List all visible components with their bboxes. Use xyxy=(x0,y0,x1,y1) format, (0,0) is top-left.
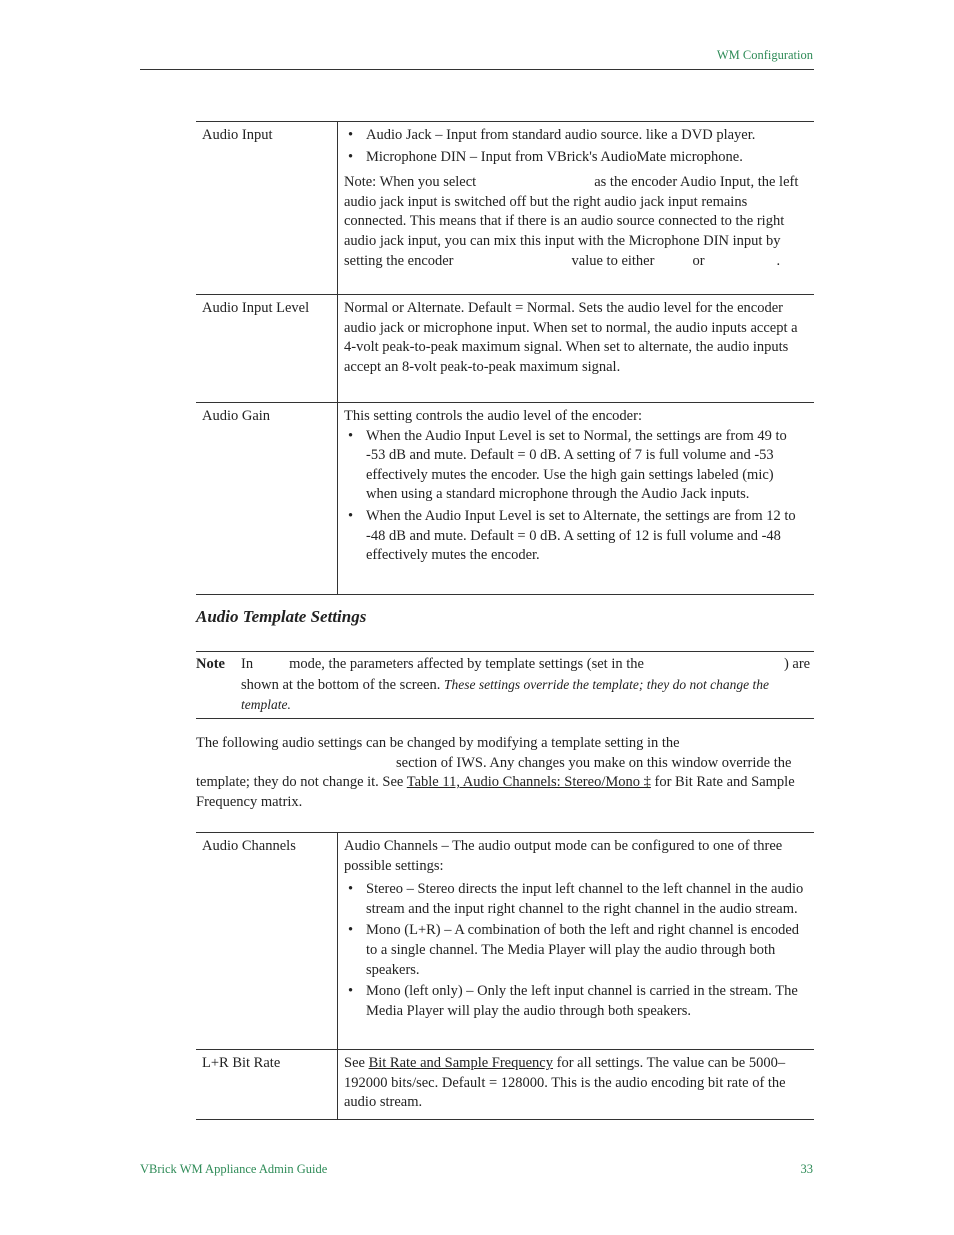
table-row xyxy=(196,122,814,295)
row-label: Audio Input xyxy=(196,122,338,295)
list-item: • Mono (L+R) – A combination of both the left and right channel is encoded to a single channel. The Media Player will play the audio through both speakers. xyxy=(344,921,808,980)
note-label: Note xyxy=(196,656,225,672)
bit-rate-link[interactable]: Bit Rate and Sample Frequency xyxy=(368,1055,553,1071)
audio-input-note: Note: When you select as the encoder Audio Input, the left audio jack input is switched off but the right audio jack input remains connected. This means that if there is an audio source connected to the right audio jack input, you can mix this input with the Microphone DIN input by setting the encoder value to either or . xyxy=(344,174,799,269)
row-description: See Bit Rate and Sample Frequency for all settings. The value can be 5000–192000 bits/sec. Default = 128000. This is the audio encoding bit rate of the audio stream. xyxy=(338,1050,815,1120)
row-description: Audio Channels – The audio output mode can be configured to one of three possible settings: • Stereo – Stereo directs the input left channel to the left channel in the audio stream and the input right channel to the right channel in the audio stream. • Mono (L+R) – A combination of both the left and right channel is encoded to a single channel. The Media Player will play the audio through both speakers. • Mono (left only) – Only the left input channel is carried in the stream. The Media Player will play the audio through both speakers. xyxy=(338,833,815,1050)
table-row xyxy=(196,403,814,595)
list-item: • Mono (left only) – Only the left input channel is carried in the stream. The Media Player will play the audio through both speakers. xyxy=(344,982,808,1021)
row-label: Audio Gain xyxy=(196,403,338,595)
list-item: • Microphone DIN – Input from VBrick's AudioMate microphone. xyxy=(344,148,808,168)
list-item: • Stereo – Stereo directs the input left channel to the left channel in the audio stream and the input right channel to the right channel in the audio stream. xyxy=(344,880,808,919)
section-heading: Audio Template Settings xyxy=(196,607,367,626)
bullet-list xyxy=(344,880,808,1021)
note-callout xyxy=(196,651,814,719)
header-divider xyxy=(140,69,814,70)
row-label: Audio Channels xyxy=(196,833,338,1050)
row-description: This setting controls the audio level of the encoder: • When the Audio Input Level is set to Normal, the settings are from 49 to -53 dB and mute. Default = 0 dB. A setting of 7 is full volume and -53 effectively mutes the encoder. Use the high gain settings labeled (mic) when using a standard microphone through the Audio Jack inputs. • When the Audio Input Level is set to Alternate, the settings are from 12 to -48 dB and mute. Default = 0 dB. A setting of 12 is full volume and -48 effectively mutes the encoder. xyxy=(338,403,815,595)
body-paragraph: The following audio settings can be changed by modifying a template setting in thesection of IWS. Any changes you make on this window override the template; they do not change it. See Table 11, Audio Channels: Stereo/Mono ‡ for Bit Rate and Sample Frequency matrix. xyxy=(196,735,795,810)
page-number: 33 xyxy=(800,1162,813,1176)
audio-template-table xyxy=(196,832,814,1120)
footer-title: VBrick WM Appliance Admin Guide xyxy=(140,1162,328,1176)
table-row xyxy=(196,833,814,1050)
bullet-list xyxy=(344,427,808,566)
row-label: L+R Bit Rate xyxy=(196,1050,338,1120)
list-item: • When the Audio Input Level is set to Normal, the settings are from 49 to -53 dB and mute. Default = 0 dB. A setting of 7 is full volume and -53 effectively mutes the encoder. Use the high gain settings labeled (mic) when using a standard microphone through the Audio Jack inputs. xyxy=(344,427,808,505)
bullet-list xyxy=(344,126,808,167)
list-item: • Audio Jack – Input from standard audio source. like a DVD player. xyxy=(344,126,808,146)
row-label: Audio Input Level xyxy=(196,295,338,403)
audio-input-table xyxy=(196,121,814,595)
row-description: Normal or Alternate. Default = Normal. Sets the audio level for the encoder audio jack or microphone input. When set to normal, the audio inputs accept a 4-volt peak-to-peak maximum signal. When set to alternate, the audio inputs accept an 8-volt peak-to-peak maximum signal. xyxy=(338,295,815,403)
running-header: WM Configuration xyxy=(716,48,813,62)
list-item: • When the Audio Input Level is set to Alternate, the settings are from 12 to -48 dB and mute. Default = 0 dB. A setting of 12 is full volume and -48 effectively mutes the encoder. xyxy=(344,507,808,566)
table-row xyxy=(196,295,814,403)
row-description xyxy=(338,122,815,295)
table-row xyxy=(196,1050,814,1120)
table-link[interactable]: Table 11, Audio Channels: Stereo/Mono ‡ xyxy=(406,774,651,791)
note-text: In mode, the parameters affected by template settings (set in the ) are shown at the bottom of the screen. These settings override the template; they do not change the template. xyxy=(241,656,811,713)
